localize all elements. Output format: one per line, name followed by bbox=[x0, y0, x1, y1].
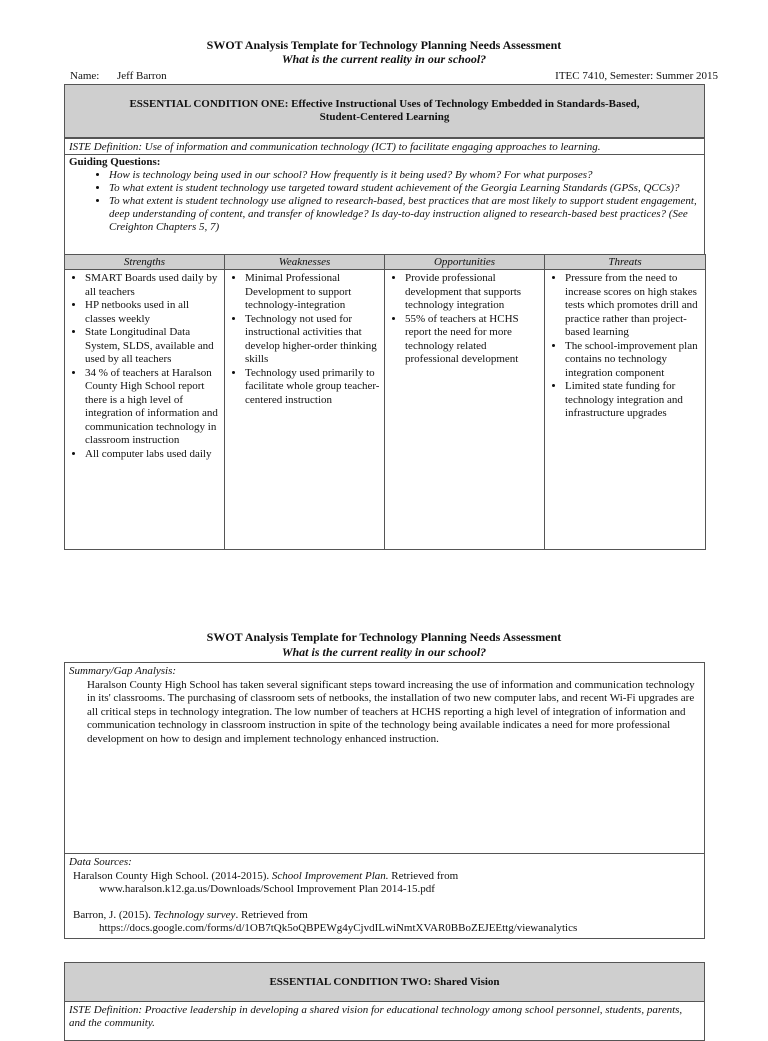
opportunity-item: • Provide professional development that supports technology integration bbox=[405, 272, 540, 313]
page2-subtitle: What is the current reality in our school? bbox=[281, 645, 487, 659]
weakness-item: • Technology used primarily to facilitate whole group teacher-centered instruction bbox=[245, 367, 380, 408]
summary-gap-analysis bbox=[64, 662, 705, 854]
guiding-question: • To what extent is student technology use targeted toward student achievement of the Georgia Learning Standards (GPSs, QCCs)? bbox=[109, 182, 700, 195]
iste2-text: Proactive leadership in developing a shared vision for educational technology among school personnel, students, parents, and the community. bbox=[69, 1004, 683, 1029]
source-2-url[interactable]: https://docs.google.com/forms/d/1OB7tQk5oQBPEWg4yCjvdILwiNmtXVAR0BBoZEJEEttg/viewanalytics bbox=[99, 922, 578, 934]
source-1-author: Haralson County High School. (2014-2015). bbox=[73, 869, 272, 882]
strength-item: • State Longitudinal Data System, SLDS, available and used by all teachers bbox=[85, 326, 220, 367]
threats-cell bbox=[545, 270, 706, 550]
name-value: Jeff Barron bbox=[117, 70, 167, 82]
guiding-list bbox=[69, 169, 700, 234]
data-sources bbox=[64, 853, 705, 939]
source-1-retrieved: Retrieved from bbox=[388, 869, 459, 882]
iste-text: Use of information and communication technology (ICT) to facilitate engaging approaches to learning. bbox=[144, 141, 601, 153]
source-1 bbox=[69, 870, 700, 884]
page2-title: SWOT Analysis Template for Technology Planning Needs Assessment bbox=[206, 630, 562, 644]
guiding-questions bbox=[64, 154, 705, 255]
header-strengths: Strengths bbox=[65, 255, 225, 270]
guiding-head: Guiding Questions: bbox=[69, 156, 161, 168]
source-2-retrieved: . Retrieved from bbox=[235, 908, 308, 921]
summary-label: Summary/Gap Analysis: bbox=[69, 665, 177, 677]
weakness-item: • Minimal Professional Development to support technology-integration bbox=[245, 272, 380, 313]
header-opportunities: Opportunities bbox=[385, 255, 545, 270]
swot-table bbox=[64, 254, 706, 550]
source-2-title: Technology survey bbox=[153, 908, 236, 921]
essential-condition-one bbox=[64, 84, 705, 138]
threat-item: • Limited state funding for technology integration and infrastructure upgrades bbox=[565, 380, 701, 421]
weakness-item: • Technology not used for instructional activities that develop higher-order thinking skills bbox=[245, 313, 380, 367]
sources-label: Data Sources: bbox=[69, 856, 132, 868]
iste-definition-two bbox=[64, 1001, 705, 1041]
iste-label: ISTE Definition: bbox=[69, 141, 143, 153]
strength-item: • SMART Boards used daily by all teachers bbox=[85, 272, 220, 299]
page1-title: SWOT Analysis Template for Technology Planning Needs Assessment bbox=[206, 38, 562, 52]
source-2-author: Barron, J. (2015). bbox=[73, 908, 154, 921]
header-threats: Threats bbox=[545, 255, 706, 270]
guiding-question: • How is technology being used in our school? How frequently is it being used? By whom? For what purposes? bbox=[109, 169, 700, 182]
name-row bbox=[70, 70, 718, 84]
iste-definition bbox=[64, 138, 705, 155]
course-info: ITEC 7410, Semester: Summer 2015 bbox=[555, 70, 718, 82]
swot-header-row bbox=[65, 255, 706, 270]
source-1-url[interactable]: www.haralson.k12.ga.us/Downloads/School Improvement Plan 2014-15.pdf bbox=[99, 883, 435, 895]
strength-item: • HP netbooks used in all classes weekly bbox=[85, 299, 220, 326]
iste2-label: ISTE Definition: bbox=[69, 1004, 143, 1016]
strengths-cell bbox=[65, 270, 225, 550]
page1-subtitle: What is the current reality in our school? bbox=[281, 52, 487, 66]
threat-item: • The school-improvement plan contains no technology integration component bbox=[565, 340, 701, 381]
opportunities-cell bbox=[385, 270, 545, 550]
guiding-question: • To what extent is student technology use aligned to research-based, best practices that are most likely to support student engagement, deep understanding of content, and transfer of knowledge? Is day-to-day instruction aligned to research-based best practices? (See Creighton Chapters 5, 7) bbox=[109, 195, 700, 234]
header-weaknesses: Weaknesses bbox=[225, 255, 385, 270]
weaknesses-cell bbox=[225, 270, 385, 550]
source-1-title: School Improvement Plan. bbox=[271, 869, 389, 882]
essential-condition-two bbox=[64, 962, 705, 1002]
strength-item: • 34 % of teachers at Haralson County High School report there is a high level of integration of information and communication technology in classroom instruction bbox=[85, 367, 220, 448]
condition-one-line1: ESSENTIAL CONDITION ONE: Effective Instructional Uses of Technology Embedded in Standards-Based, bbox=[129, 98, 640, 110]
strength-item: • All computer labs used daily bbox=[85, 448, 220, 462]
condition-two-text: ESSENTIAL CONDITION TWO: Shared Vision bbox=[269, 975, 500, 988]
name-label: Name: bbox=[70, 70, 100, 82]
threat-item: • Pressure from the need to increase scores on high stakes tests which promotes drill and practice rather than project-based learning bbox=[565, 272, 701, 340]
opportunity-item: • 55% of teachers at HCHS report the need for more technology related professional development bbox=[405, 313, 540, 367]
source-2 bbox=[69, 909, 700, 923]
condition-one-line2: Student-Centered Learning bbox=[319, 111, 450, 123]
summary-text: Haralson County High School has taken several significant steps toward increasing the use of information and communication technology in its' classrooms. The purchasing of classroom sets of netbooks, the installation of two new computer labs, and recent Wi-Fi upgrades are all critical steps in technology integration. The low number of teachers at HCHS reporting a high level of integration of information and communication technology in classroom instruction in spite of the technology being available indicates a need for more professional development on how to design and implement technology enhanced instruction. bbox=[87, 678, 695, 745]
swot-content-row bbox=[65, 270, 706, 550]
